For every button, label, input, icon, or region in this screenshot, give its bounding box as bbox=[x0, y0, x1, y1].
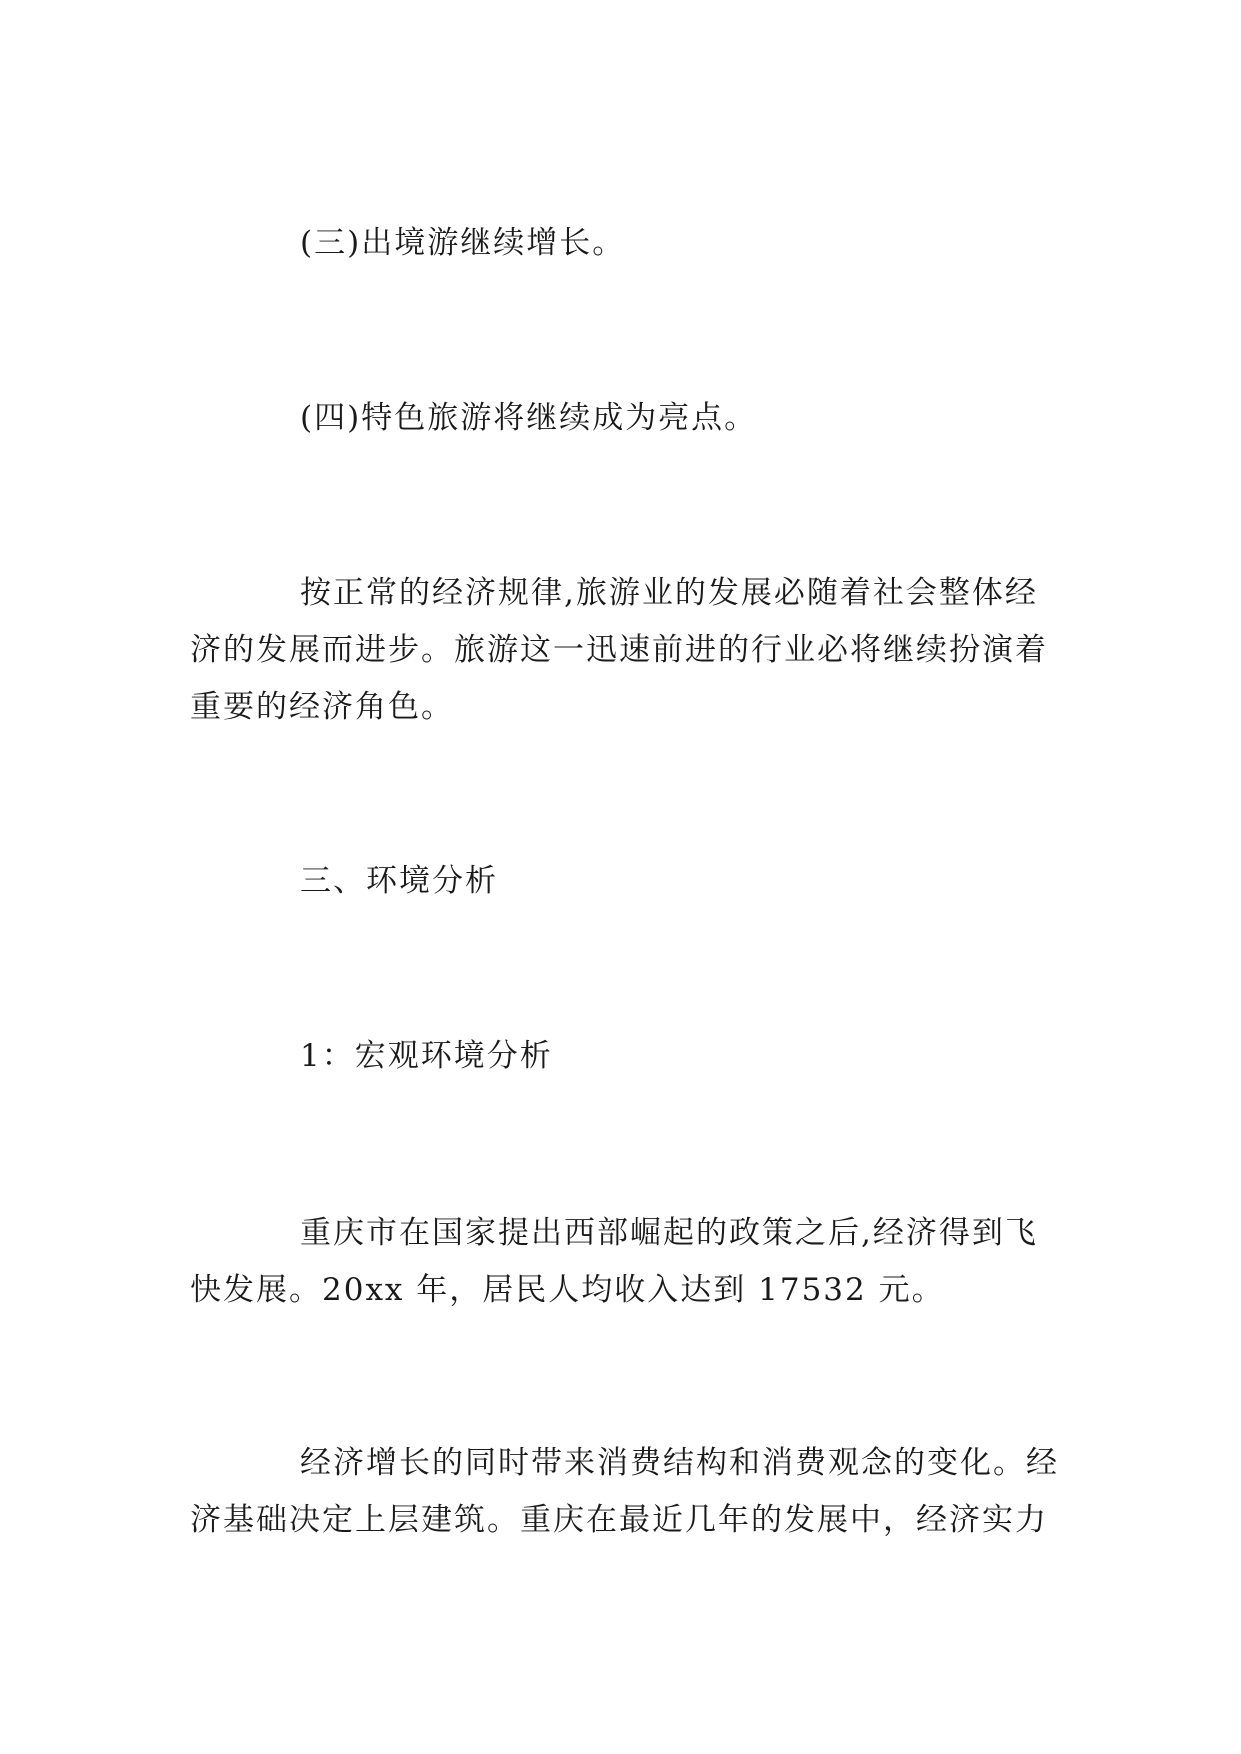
subsection-title: 1：宏观环境分析 bbox=[300, 1038, 553, 1074]
paragraph-line: 济的发展而进步。旅游这一迅速前进的行业必将继续扮演着 bbox=[190, 632, 1048, 668]
paragraph-line: 经济增长的同时带来消费结构和消费观念的变化。经 bbox=[300, 1445, 1059, 1481]
paragraph-line: 重要的经济角色。 bbox=[190, 689, 454, 725]
paragraph-line: 快发展。20xx 年，居民人均收入达到 17532 元。 bbox=[190, 1272, 945, 1308]
heading-featured-travel: (四)特色旅游将继续成为亮点。 bbox=[300, 400, 758, 436]
section-title: 三、环境分析 bbox=[300, 863, 498, 899]
heading-outbound-travel: (三)出境游继续增长。 bbox=[300, 225, 626, 261]
paragraph-line: 济基础决定上层建筑。重庆在最近几年的发展中，经济实力 bbox=[190, 1502, 1048, 1538]
paragraph-line: 按正常的经济规律,旅游业的发展必随着社会整体经 bbox=[300, 575, 1038, 611]
paragraph-line: 重庆市在国家提出西部崛起的政策之后,经济得到飞 bbox=[300, 1215, 1038, 1251]
